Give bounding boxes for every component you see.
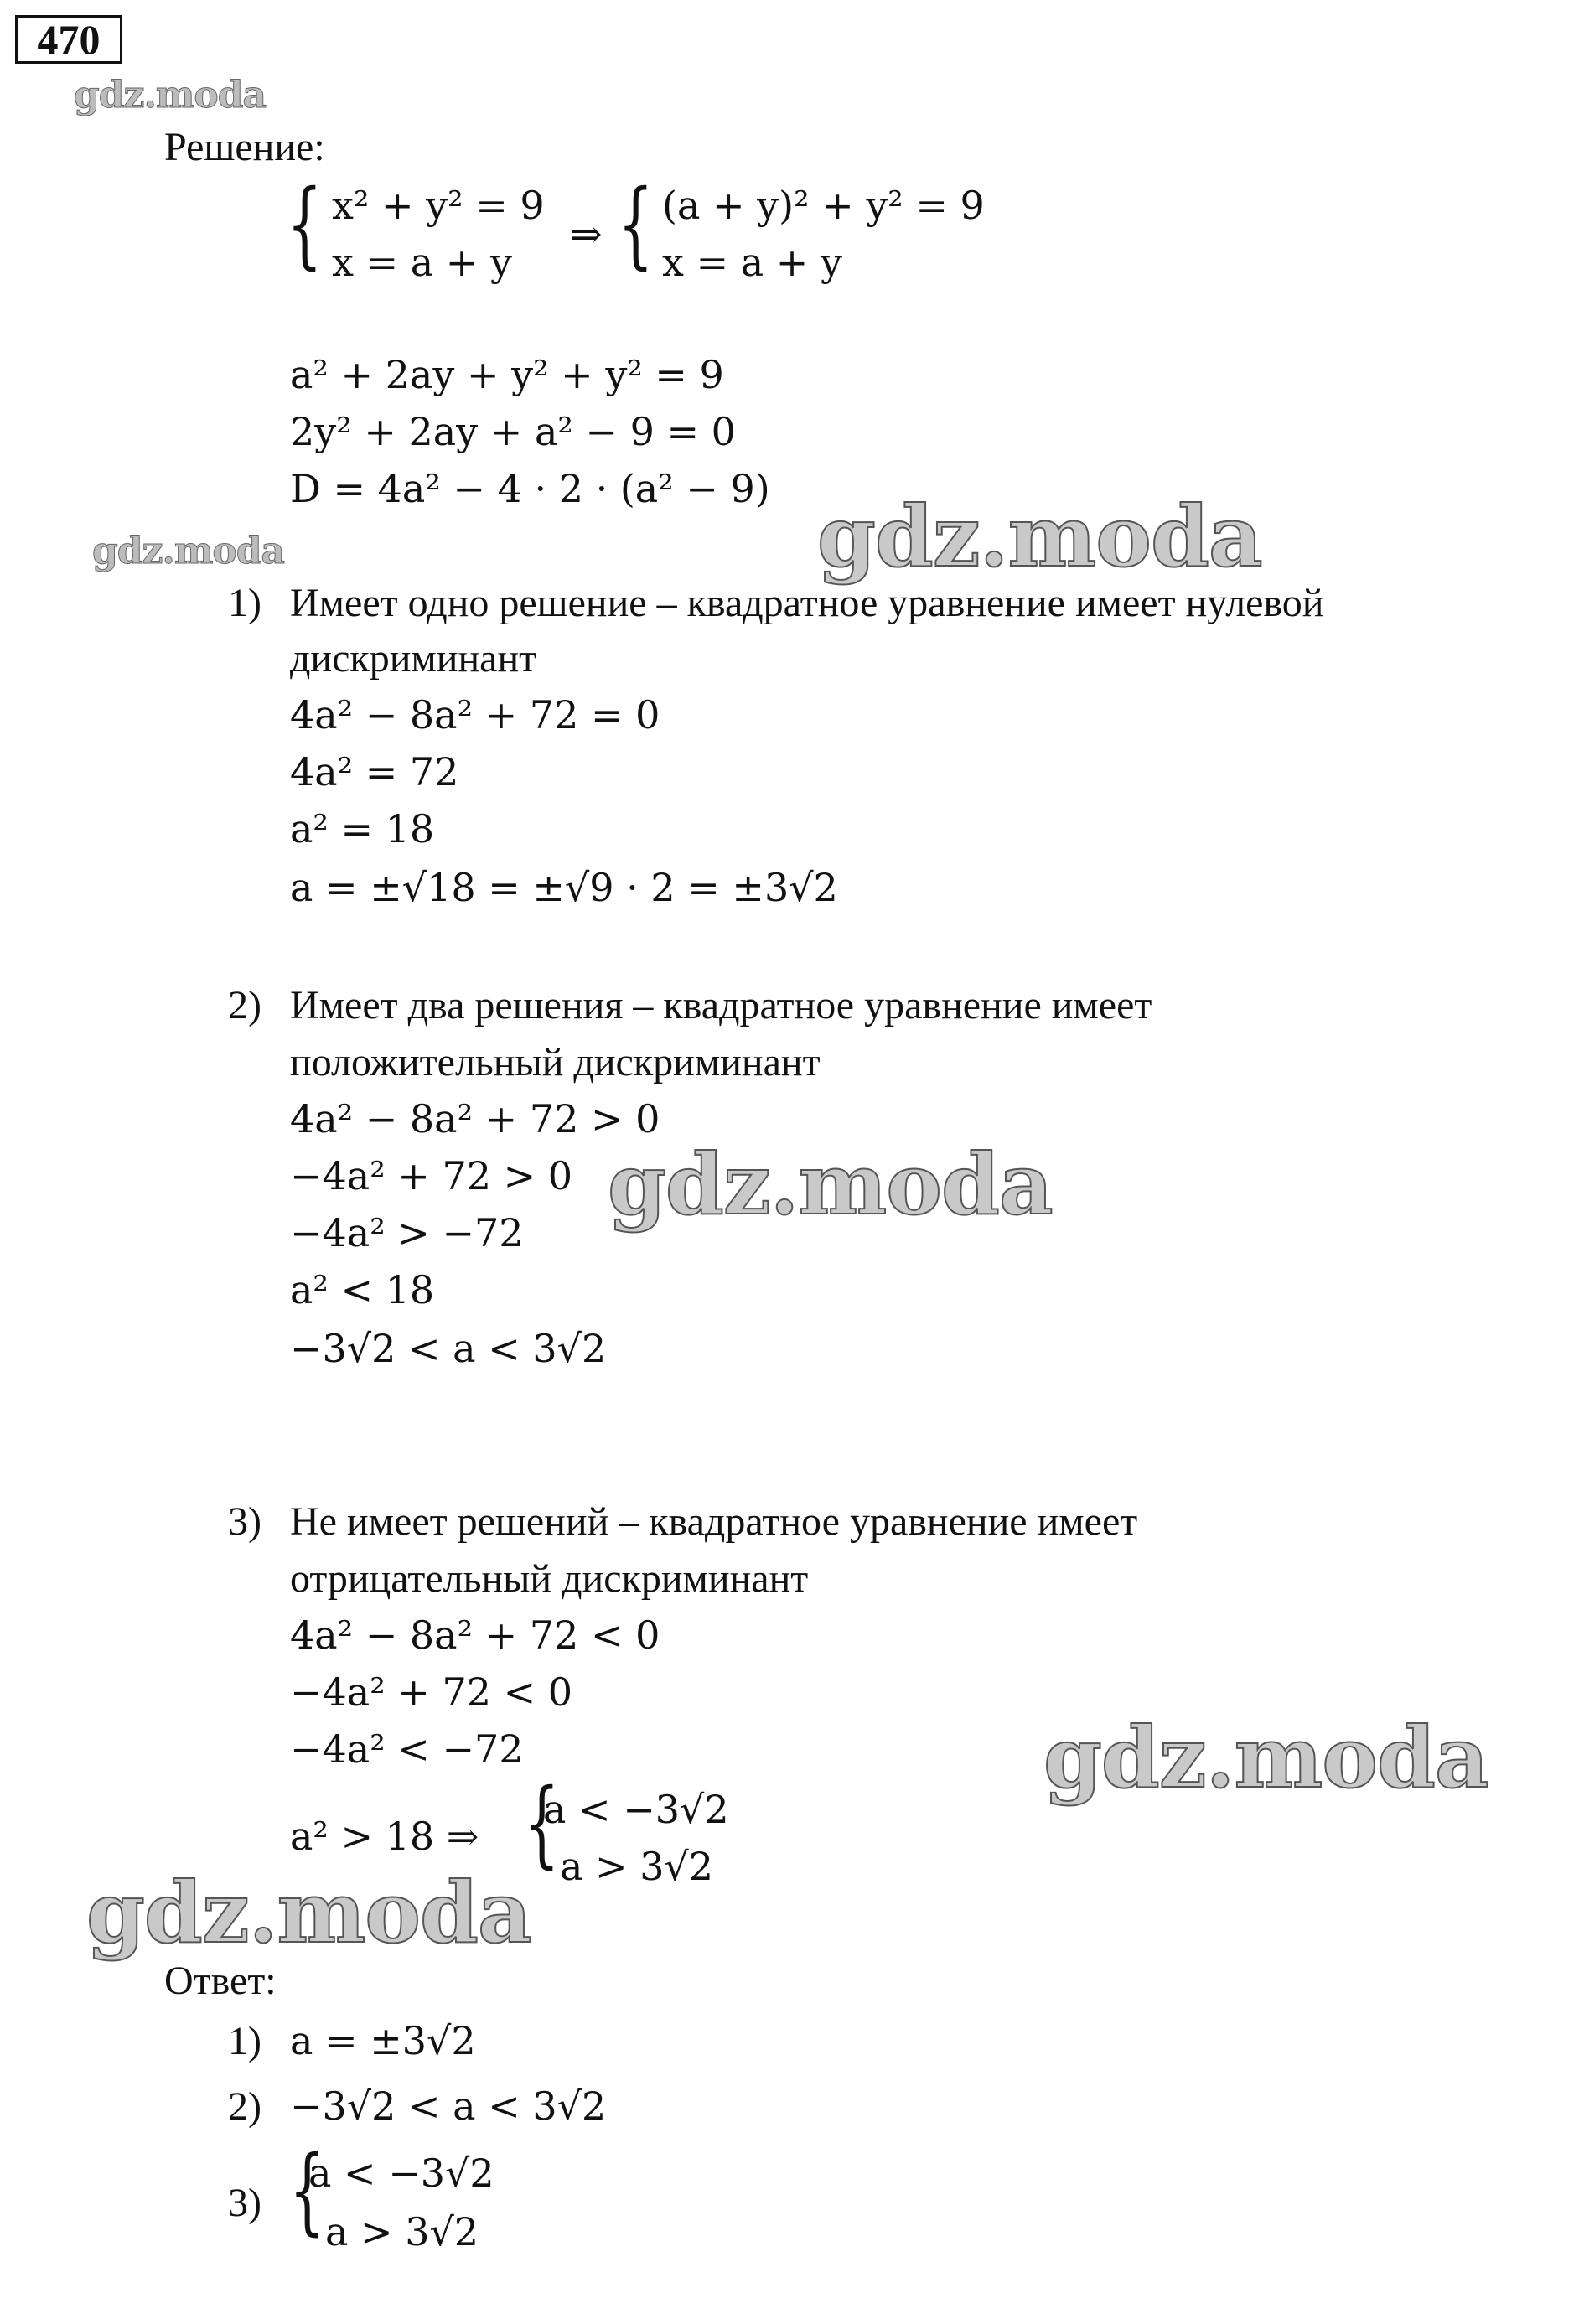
derivation-line-3: D = 4a² − 4 · 2 · (a² − 9) [290, 466, 770, 511]
system2-eq1: (a + y)² + y² = 9 [662, 183, 985, 228]
watermark-3: gdz.moda [817, 487, 1262, 586]
answer1-text: a = ±3√2 [290, 2018, 476, 2063]
derivation-line-2: 2y² + 2ay + a² − 9 = 0 [290, 409, 736, 454]
case2-line1: Имеет два решения – квадратное уравнение имеет [290, 983, 1152, 1027]
case1-step-4: a = ±√18 = ±√9 · 2 = ±3√2 [290, 865, 838, 910]
implies-arrow: ⇒ [570, 211, 603, 256]
system1-brace: { [287, 170, 323, 279]
case3-final-left: a² > 18 ⇒ [290, 1814, 479, 1859]
answer1-number: 1) [228, 2019, 261, 2063]
case1-step-1: 4a² − 8a² + 72 = 0 [290, 692, 660, 738]
case1-line1: Имеет одно решение – квадратное уравнение имеет нулевой [290, 581, 1324, 625]
system2-eq2: x = a + y [662, 240, 842, 285]
watermark-1: gdz.moda [74, 74, 267, 116]
system2-brace: { [618, 170, 654, 279]
answer2-number: 2) [228, 2084, 261, 2129]
answer-label: Ответ: [164, 1959, 277, 2003]
case3-final-sys1: a < −3√2 [543, 1787, 729, 1832]
case2-step-3: −4a² > −72 [290, 1210, 524, 1255]
case3-step-2: −4a² + 72 < 0 [290, 1669, 573, 1715]
case2-step-5: −3√2 < a < 3√2 [290, 1326, 607, 1371]
case1-step-2: 4a² = 72 [290, 749, 459, 795]
case1-step-3: a² = 18 [290, 806, 435, 851]
answer3-sys2: a > 3√2 [325, 2209, 479, 2254]
watermark-6: gdz.moda [86, 1863, 531, 1962]
case2-line2: положительный дискриминант [290, 1040, 821, 1084]
case3-line1: Не имеет решений – квадратное уравнение имеет [290, 1499, 1138, 1544]
answer3-number: 3) [228, 2181, 261, 2225]
case3-final-sys2: a > 3√2 [560, 1844, 714, 1889]
system1-eq1: x² + y² = 9 [332, 183, 545, 228]
system1-eq2: x = a + y [332, 240, 512, 285]
case2-step-4: a² < 18 [290, 1267, 435, 1312]
case3-step-1: 4a² − 8a² + 72 < 0 [290, 1612, 660, 1658]
problem-number: 470 [15, 15, 122, 64]
case1-line2: дискриминант [290, 636, 537, 681]
solution-label: Решение: [164, 125, 325, 169]
watermark-5: gdz.moda [1043, 1708, 1488, 1807]
derivation-line-1: a² + 2ay + y² + y² = 9 [290, 352, 724, 397]
case3-number: 3) [228, 1499, 261, 1544]
case3-step-3: −4a² < −72 [290, 1726, 524, 1772]
case3-final-brace: { [524, 1769, 560, 1878]
case2-step-1: 4a² − 8a² + 72 > 0 [290, 1096, 660, 1141]
answer3-brace: { [289, 2136, 325, 2245]
watermark-4: gdz.moda [608, 1135, 1053, 1234]
case1-number: 1) [228, 581, 261, 625]
watermark-2: gdz.moda [92, 530, 285, 572]
case3-line2: отрицательный дискриминант [290, 1556, 809, 1601]
answer3-sys1: a < −3√2 [308, 2151, 494, 2196]
case2-number: 2) [228, 983, 261, 1027]
case2-step-2: −4a² + 72 > 0 [290, 1153, 573, 1198]
answer2-text: −3√2 < a < 3√2 [290, 2083, 607, 2129]
